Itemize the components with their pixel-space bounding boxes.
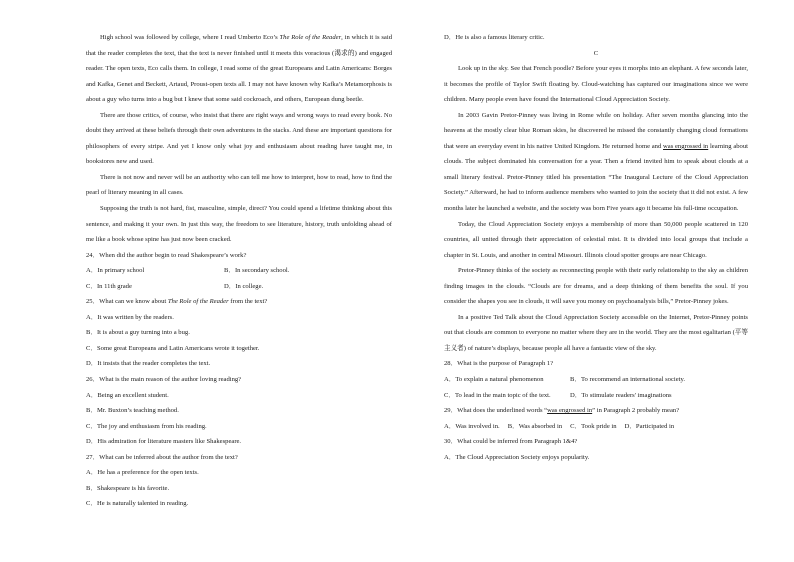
question-24: 24．When did the author begin to read Shakespeare’s work? xyxy=(86,251,247,259)
right-column xyxy=(444,30,748,465)
option-25d: D．It insists that the reader completes the text. xyxy=(86,360,211,368)
option-25c: C．Some great Europeans and Latin Americans wrote it together. xyxy=(86,344,260,352)
option-24b: B．In secondary school. xyxy=(224,267,290,275)
option-26b: B．Mr. Buxton’s teaching method. xyxy=(86,407,179,415)
option-28a: A．To explain a natural phenomenon xyxy=(444,376,544,384)
question-30: 30．What could be inferred from Paragraph 1&4? xyxy=(444,438,578,446)
option-28d: D．To stimulate readers' imaginations xyxy=(570,391,672,399)
option-27c: C．He is naturally talented in reading. xyxy=(86,500,189,508)
passage-b-paragraph-2: There are those critics, of course, who insist that there are right ways and wrong ways to read every book. No doubt they arrived at these beliefs through their own adventures in the stacks. And these are important questions for philosophers of every stripe. And yet I know only what joy and enthusiasm about reading have taught me, in bookstores new and used. xyxy=(86,111,392,166)
option-28b: B．To recommend an international society. xyxy=(570,376,686,384)
option-24d: D．In college. xyxy=(224,282,264,290)
passage-c-paragraph-1: Look up in the sky. See that French poodle? Before your eyes it morphs into an elephant. A few seconds later, it becomes the profile of Taylor Swift floating by. Cloud-watching has captured our imaginations since we were children. Many people even have found the International Cloud Appreciation Society. xyxy=(444,65,748,104)
question-26: 26．What is the main reason of the author loving reading? xyxy=(86,376,242,384)
option-24c: C．In 11th grade xyxy=(86,282,132,290)
question-27: 27．What can be inferred about the author from the text? xyxy=(86,453,238,461)
option-29d: D．Participated in xyxy=(624,422,675,430)
passage-c-paragraph-5: In a positive Ted Talk about the Cloud Appreciation Society accessible on the Internet, Pretor-Pinney points out that clouds are common to everyone no matter where they are in the world. They are the most egalitarian (平等主义者) of nature’s displays, because people all have a fantastic view of the sky. xyxy=(444,313,748,352)
question-25: 25．What can we know about The Role of the Reader from the text? xyxy=(86,298,268,306)
question-29: 29．What does the underlined words “was engrossed in” in Paragraph 2 probably mean? xyxy=(444,407,680,415)
underlined-phrase: was engrossed in xyxy=(663,142,709,150)
question-28: 28．What is the purpose of Paragraph 1? xyxy=(444,360,554,368)
question-24-options xyxy=(86,263,392,279)
option-26d: D．His admiration for literature masters like Shakespeare. xyxy=(86,438,242,446)
option-26a: A．Being an excellent student. xyxy=(86,391,169,399)
option-25b: B．It is about a guy turning into a bug. xyxy=(86,329,190,337)
passage-b-paragraph-4: Supposing the truth is not hard, fist, masculine, simple, direct? You could spend a lifetime thinking about this sentence, and making it your own. In just this way, the freedom to see literature, history, truth unfolding ahead of me like a book whose spine has just now been cracked. xyxy=(86,205,392,244)
option-29c: C．Took pride in xyxy=(570,422,617,430)
option-27d: D．He is also a famous literary critic. xyxy=(444,34,545,41)
section-heading-c: C xyxy=(593,49,599,57)
passage-b-paragraph-3: There is not now and never will be an authority who can tell me how to interpret, how to read, how to find the pearl of literary meaning in all cases. xyxy=(86,173,392,197)
question-28-options xyxy=(444,372,748,388)
passage-c-paragraph-2: In 2003 Gavin Pretor-Pinney was living in Rome while on holiday. After seven months glancing into the heavens at the mostly clear blue Roman skies, he discovered he missed the constantly changing cloud formations that were an everyday event in his native United Kingdom. He returned home and was engrossed in learning about clouds. The subject dominated his conversation for a year. Then a friend invited him to speak about clouds at a small literary festival. Pretor-Pinney titled his presentation “The Inaugural Lecture of the Cloud Appreciation Society.” Afterward, he had to inform audience members who wanted to join the society that it did not exist. A few months later he launched a website, and the society was born Five years ago it became his full-time occupation. xyxy=(444,111,748,213)
passage-b-paragraph-1: High school was followed by college, where I read Umberto Eco’s The Role of the Reader, in which it is said that the reader completes the text, that the text is never finished until it meets this voracious (渴求的) and engaged reader. The open texts, Eco calls them. In college, I read some of the great Europeans and Latin Americans: Borges and Kafka, Genet and Beckett, Artaud, Proust-open texts all. I may not have known why Kafka’s Metamorphosis is about a guy who turns into a bug but I knew that some said cockroach, and others, European dung beetle. xyxy=(86,34,392,104)
passage-c-paragraph-3: Today, the Cloud Appreciation Society enjoys a membership of more than 50,000 people scattered in 120 countries, all united through their appreciation of celestial mist. It is divided into local groups that include a chapter in St. Louis, and another in central Missouri. Illinois cloud spotter groups are near Chicago. xyxy=(444,220,748,259)
question-29-options xyxy=(444,419,748,435)
passage-c-paragraph-4: Pretor-Pinney thinks of the society as reconnecting people with their early relationship to the sky as children finding images in the clouds. “Clouds are for dreams, and a deep thinking of them benefits the soul. If you consider the shapes you see in clouds, it will save you money on psychoanalysis bills,” Pretor-Pinney jokes. xyxy=(444,267,748,306)
question-24-options-2 xyxy=(86,279,392,295)
option-27a: A．He has a preference for the open texts. xyxy=(86,469,199,477)
option-26c: C．The joy and enthusiasm from his reading. xyxy=(86,422,207,430)
option-24a: A．In primary school xyxy=(86,267,145,275)
question-28-options-2 xyxy=(444,388,748,404)
option-29a: A．Was involved in. xyxy=(444,422,500,430)
option-29b: B．Was absorbed in xyxy=(507,422,563,430)
option-27b: B．Shakespeare is his favorite. xyxy=(86,484,170,492)
option-28c: C．To lead in the main topic of the text. xyxy=(444,391,551,399)
option-25a: A．It was written by the readers. xyxy=(86,313,174,321)
left-column xyxy=(86,30,392,512)
option-30a: A．The Cloud Appreciation Society enjoys popularity. xyxy=(444,453,590,461)
